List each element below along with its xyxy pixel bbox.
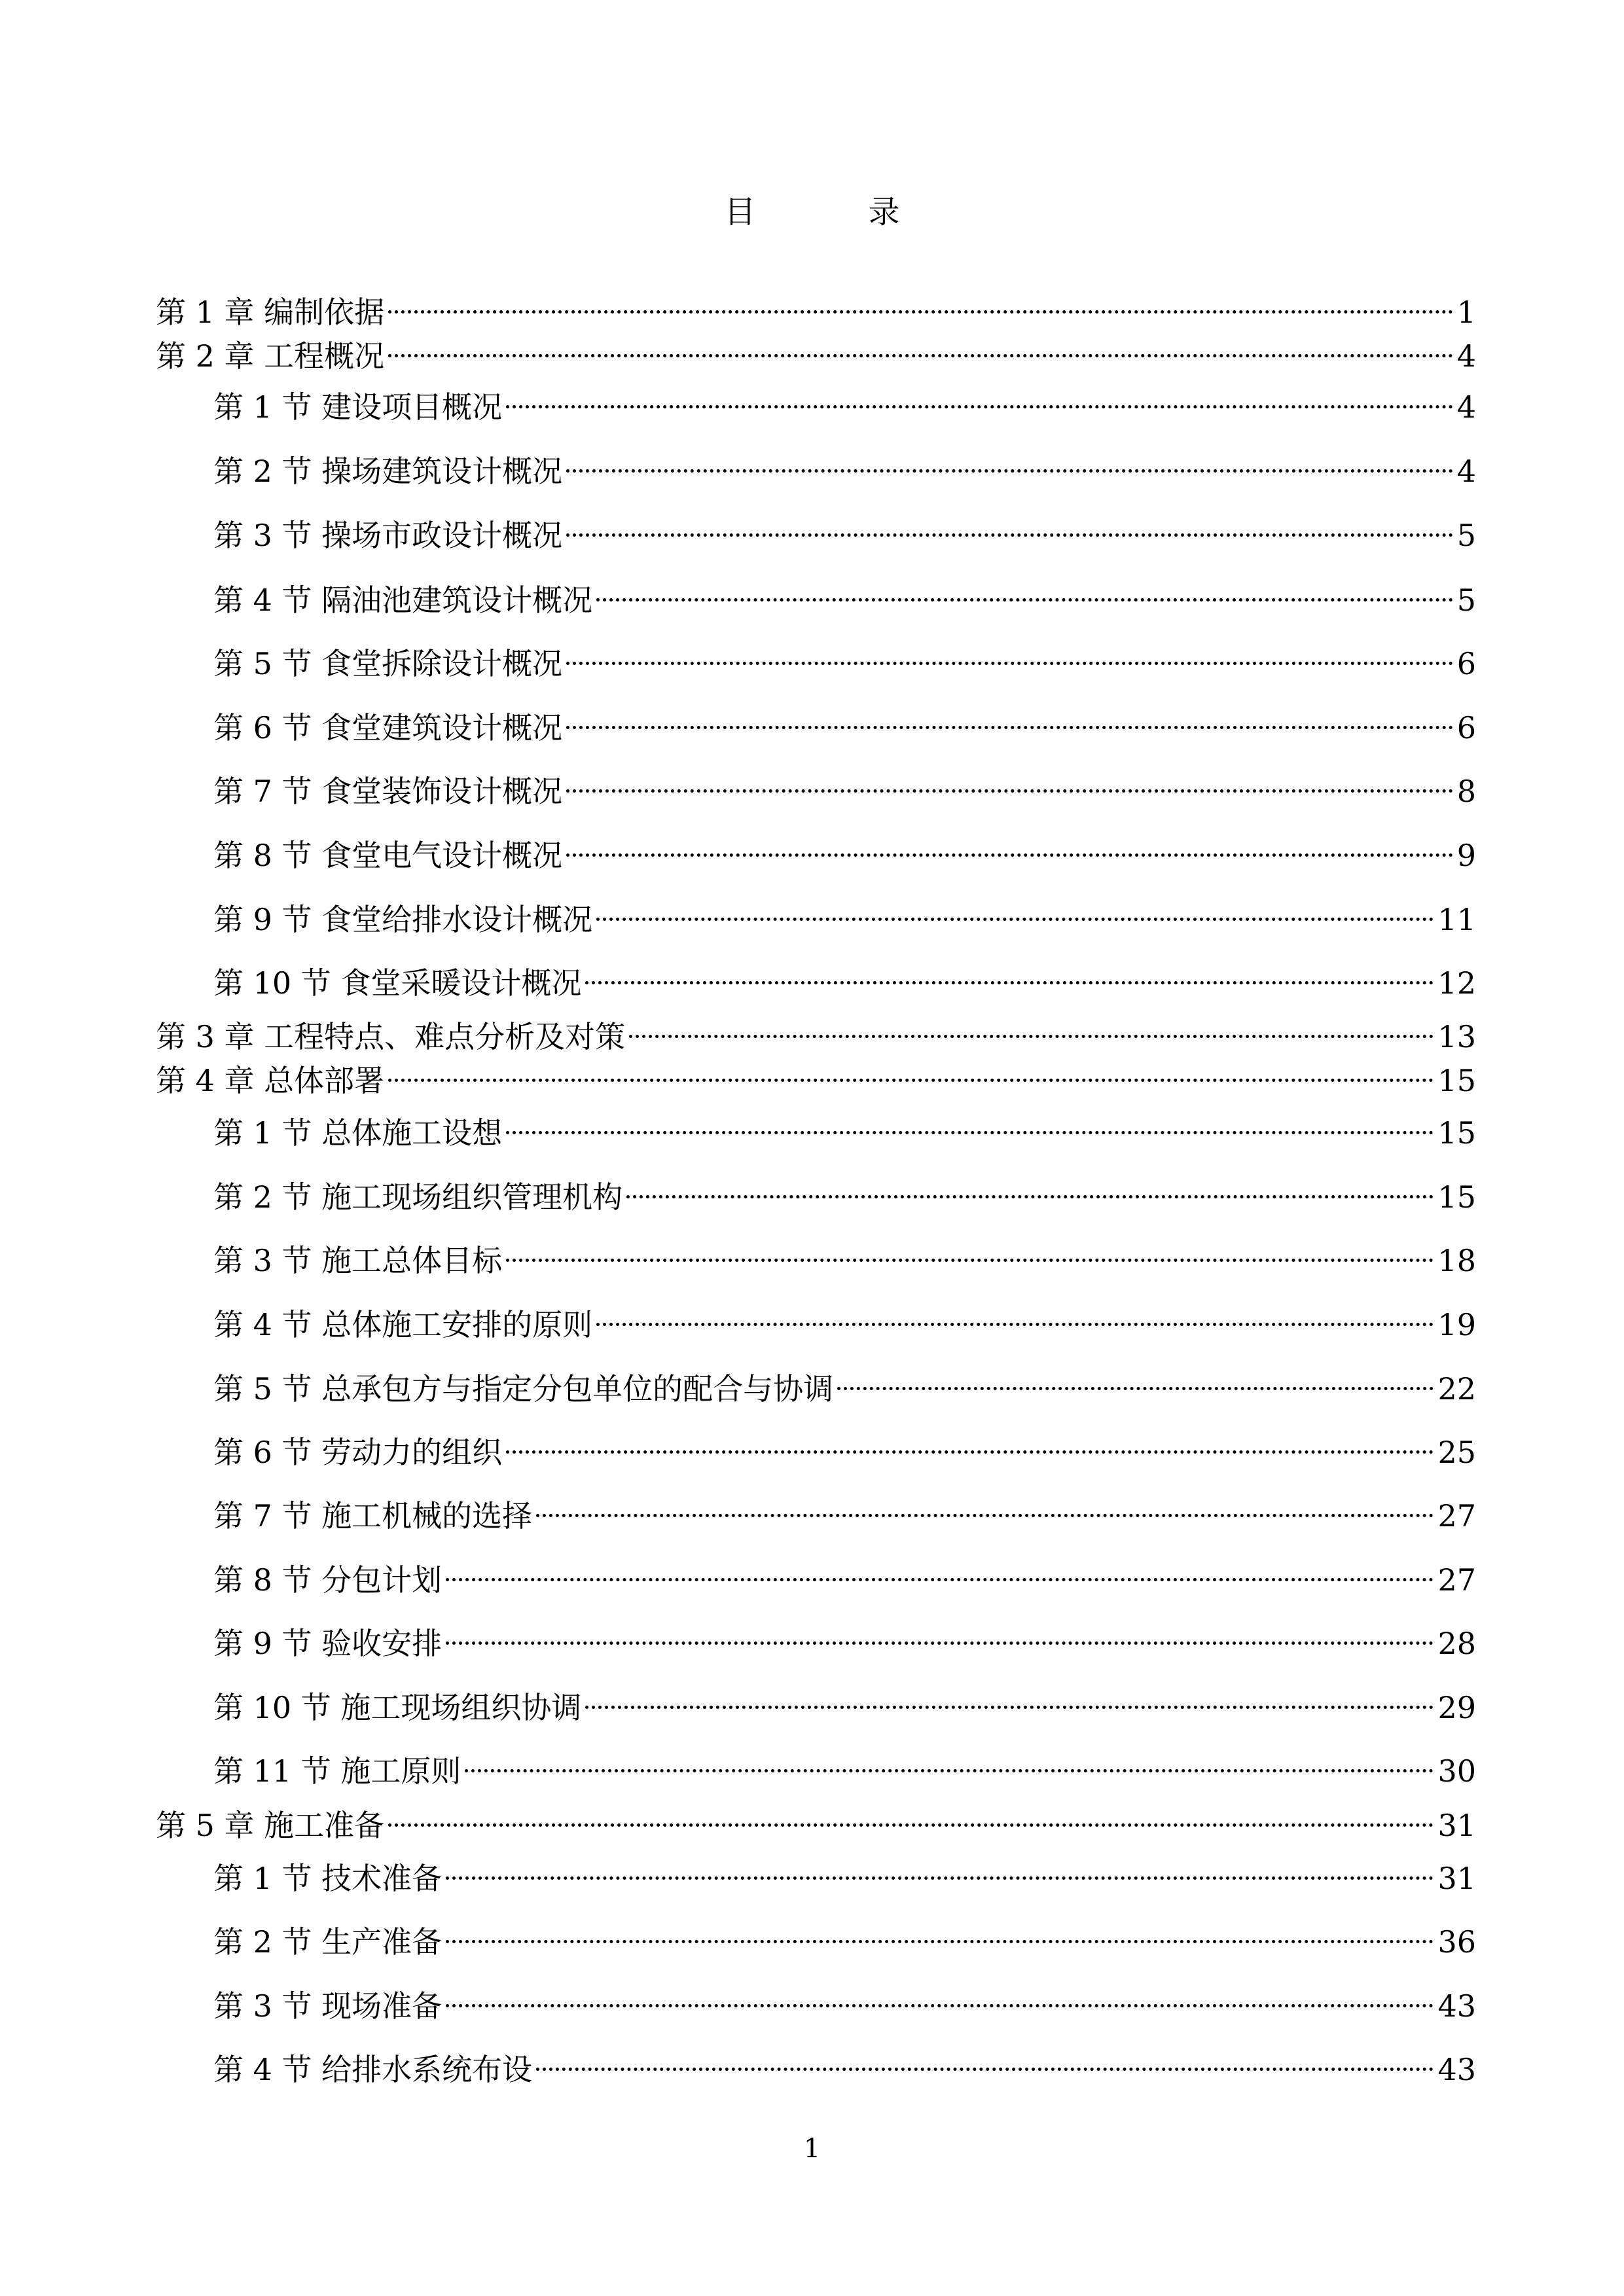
toc-entry-page: 27 bbox=[1437, 1498, 1476, 1534]
toc-chapter-entry[interactable] bbox=[156, 327, 1476, 374]
toc-section-entry[interactable] bbox=[213, 827, 1476, 873]
toc-leader-dots bbox=[446, 1551, 1434, 1590]
toc-section-entry[interactable] bbox=[213, 1742, 1476, 1789]
toc-entry-label: 第 1 节 总体施工设想 bbox=[213, 1115, 503, 1151]
toc-section-entry[interactable] bbox=[213, 1168, 1476, 1215]
toc-entry-page: 27 bbox=[1437, 1562, 1476, 1598]
toc-entry-label: 第 2 节 生产准备 bbox=[213, 1924, 442, 1960]
toc-section-entry[interactable] bbox=[213, 1424, 1476, 1470]
toc-entry-label: 第 7 节 食堂装饰设计概况 bbox=[213, 774, 563, 809]
toc-leader-dots bbox=[506, 378, 1453, 418]
toc-entry-page: 31 bbox=[1437, 1861, 1476, 1896]
toc-entry-label: 第 6 节 食堂建筑设计概况 bbox=[213, 710, 563, 745]
toc-leader-dots bbox=[585, 954, 1434, 994]
toc-entry-page: 43 bbox=[1437, 1988, 1476, 2024]
toc-section-entry[interactable] bbox=[213, 635, 1476, 681]
toc-entry-page: 28 bbox=[1437, 1626, 1476, 1661]
toc-entry-page: 6 bbox=[1456, 710, 1476, 745]
toc-entry-label: 第 8 节 食堂电气设计概况 bbox=[213, 838, 563, 873]
toc-entry-page: 4 bbox=[1456, 338, 1476, 374]
toc-entry-page: 22 bbox=[1437, 1371, 1476, 1407]
toc-section-entry[interactable] bbox=[213, 507, 1476, 553]
toc-entry-page: 1 bbox=[1456, 295, 1476, 330]
toc-leader-dots bbox=[465, 1742, 1434, 1782]
toc-entry-page: 11 bbox=[1437, 902, 1476, 937]
toc-chapter-entry[interactable] bbox=[156, 1797, 1476, 1843]
toc-entry-label: 第 9 节 食堂给排水设计概况 bbox=[213, 902, 593, 937]
toc-section-entry[interactable] bbox=[213, 442, 1476, 489]
toc-section-entry[interactable] bbox=[213, 2041, 1476, 2087]
toc-entry-page: 29 bbox=[1437, 1690, 1476, 1725]
toc-leader-dots bbox=[446, 1615, 1434, 1654]
toc-entry-label: 第 10 节 食堂采暖设计概况 bbox=[213, 965, 582, 1001]
toc-section-entry[interactable] bbox=[213, 762, 1476, 809]
toc-leader-dots bbox=[566, 699, 1453, 738]
toc-entry-label: 第 1 节 技术准备 bbox=[213, 1861, 442, 1896]
toc-entry-page: 30 bbox=[1437, 1753, 1476, 1789]
toc-section-entry[interactable] bbox=[213, 954, 1476, 1001]
toc-entry-label: 第 1 节 建设项目概况 bbox=[213, 389, 503, 425]
toc-entry-page: 4 bbox=[1456, 454, 1476, 489]
toc-leader-dots bbox=[626, 1168, 1434, 1208]
toc-entry-page: 36 bbox=[1437, 1924, 1476, 1960]
toc-section-entry[interactable] bbox=[213, 1551, 1476, 1598]
toc-section-entry[interactable] bbox=[213, 699, 1476, 745]
toc-entry-page: 15 bbox=[1437, 1179, 1476, 1215]
toc-entry-page: 13 bbox=[1437, 1019, 1476, 1054]
toc-leader-dots bbox=[596, 1296, 1434, 1335]
toc-entry-label: 第 1 章 编制依据 bbox=[156, 295, 385, 330]
toc-entry-label: 第 5 节 总承包方与指定分包单位的配合与协调 bbox=[213, 1371, 834, 1407]
toc-leader-dots bbox=[566, 635, 1453, 674]
toc-entry-page: 25 bbox=[1437, 1435, 1476, 1470]
toc-entry-label: 第 3 节 施工总体目标 bbox=[213, 1243, 503, 1278]
toc-leader-dots bbox=[446, 1850, 1434, 1889]
toc-section-entry[interactable] bbox=[213, 1913, 1476, 1960]
toc-section-entry[interactable] bbox=[213, 1232, 1476, 1278]
toc-leader-dots bbox=[566, 827, 1453, 866]
toc-leader-dots bbox=[506, 1424, 1434, 1463]
toc-leader-dots bbox=[536, 1487, 1434, 1526]
page-number: 1 bbox=[803, 2134, 821, 2164]
toc-leader-dots bbox=[837, 1360, 1434, 1399]
toc-entry-label: 第 3 章 工程特点、难点分析及对策 bbox=[156, 1019, 626, 1054]
toc-entry-label: 第 8 节 分包计划 bbox=[213, 1562, 442, 1598]
toc-section-entry[interactable] bbox=[213, 378, 1476, 425]
toc-leader-dots bbox=[566, 507, 1453, 546]
toc-chapter-entry[interactable] bbox=[156, 1008, 1476, 1054]
toc-entry-label: 第 11 节 施工原则 bbox=[213, 1753, 461, 1789]
toc-leader-dots bbox=[388, 1797, 1434, 1836]
toc-section-entry[interactable] bbox=[213, 891, 1476, 937]
toc-entry-page: 18 bbox=[1437, 1243, 1476, 1278]
toc-entry-label: 第 9 节 验收安排 bbox=[213, 1626, 442, 1661]
toc-entry-label: 第 4 节 给排水系统布设 bbox=[213, 2052, 533, 2087]
toc-entry-label: 第 10 节 施工现场组织协调 bbox=[213, 1690, 582, 1725]
toc-section-entry[interactable] bbox=[213, 1679, 1476, 1725]
toc-entry-label: 第 6 节 劳动力的组织 bbox=[213, 1435, 503, 1470]
toc-entry-label: 第 2 节 施工现场组织管理机构 bbox=[213, 1179, 623, 1215]
toc-leader-dots bbox=[629, 1008, 1434, 1047]
toc-section-entry[interactable] bbox=[213, 1615, 1476, 1661]
toc-entry-page: 4 bbox=[1456, 389, 1476, 425]
toc-leader-dots bbox=[388, 327, 1453, 367]
toc-entry-label: 第 2 节 操场建筑设计概况 bbox=[213, 454, 563, 489]
toc-section-entry[interactable] bbox=[213, 1296, 1476, 1342]
toc-leader-dots bbox=[446, 1913, 1434, 1952]
toc-entry-label: 第 2 章 工程概况 bbox=[156, 338, 385, 374]
toc-entry-page: 9 bbox=[1456, 838, 1476, 873]
toc-chapter-entry[interactable] bbox=[156, 1052, 1476, 1098]
toc-leader-dots bbox=[536, 2041, 1434, 2080]
toc-section-entry[interactable] bbox=[213, 571, 1476, 618]
toc-leader-dots bbox=[566, 442, 1453, 482]
toc-entry-label: 第 4 节 总体施工安排的原则 bbox=[213, 1307, 593, 1342]
toc-entry-page: 15 bbox=[1437, 1115, 1476, 1151]
toc-entry-label: 第 5 章 施工准备 bbox=[156, 1808, 385, 1843]
toc-entry-page: 31 bbox=[1437, 1808, 1476, 1843]
toc-entry-page: 5 bbox=[1456, 583, 1476, 618]
toc-entry-page: 6 bbox=[1456, 646, 1476, 681]
toc-section-entry[interactable] bbox=[213, 1360, 1476, 1407]
toc-leader-dots bbox=[585, 1679, 1434, 1718]
toc-entry-label: 第 5 节 食堂拆除设计概况 bbox=[213, 646, 563, 681]
toc-entry-page: 19 bbox=[1437, 1307, 1476, 1342]
toc-entry-page: 43 bbox=[1437, 2052, 1476, 2087]
toc-entry-label: 第 3 节 现场准备 bbox=[213, 1988, 442, 2024]
toc-entry-label: 第 4 节 隔油池建筑设计概况 bbox=[213, 583, 593, 618]
toc-section-entry[interactable] bbox=[213, 1487, 1476, 1534]
toc-section-entry[interactable] bbox=[213, 1977, 1476, 2024]
toc-entry-page: 15 bbox=[1437, 1063, 1476, 1098]
toc-leader-dots bbox=[388, 283, 1453, 323]
toc-entry-page: 8 bbox=[1456, 774, 1476, 809]
toc-section-entry[interactable] bbox=[213, 1104, 1476, 1151]
toc-entry-label: 第 7 节 施工机械的选择 bbox=[213, 1498, 533, 1534]
toc-leader-dots bbox=[446, 1977, 1434, 2017]
toc-leader-dots bbox=[596, 571, 1453, 611]
toc-entry-page: 5 bbox=[1456, 518, 1476, 553]
toc-section-entry[interactable] bbox=[213, 1850, 1476, 1896]
toc-entry-label: 第 3 节 操场市政设计概况 bbox=[213, 518, 563, 553]
toc-leader-dots bbox=[566, 762, 1453, 802]
toc-chapter-entry[interactable] bbox=[156, 283, 1476, 330]
toc-leader-dots bbox=[388, 1052, 1434, 1091]
toc-leader-dots bbox=[596, 891, 1434, 930]
toc-entry-page: 12 bbox=[1437, 965, 1476, 1001]
toc-leader-dots bbox=[506, 1232, 1434, 1271]
toc-entry-label: 第 4 章 总体部署 bbox=[156, 1063, 385, 1098]
toc-title: 目 录 bbox=[724, 194, 941, 230]
toc-leader-dots bbox=[506, 1104, 1434, 1143]
